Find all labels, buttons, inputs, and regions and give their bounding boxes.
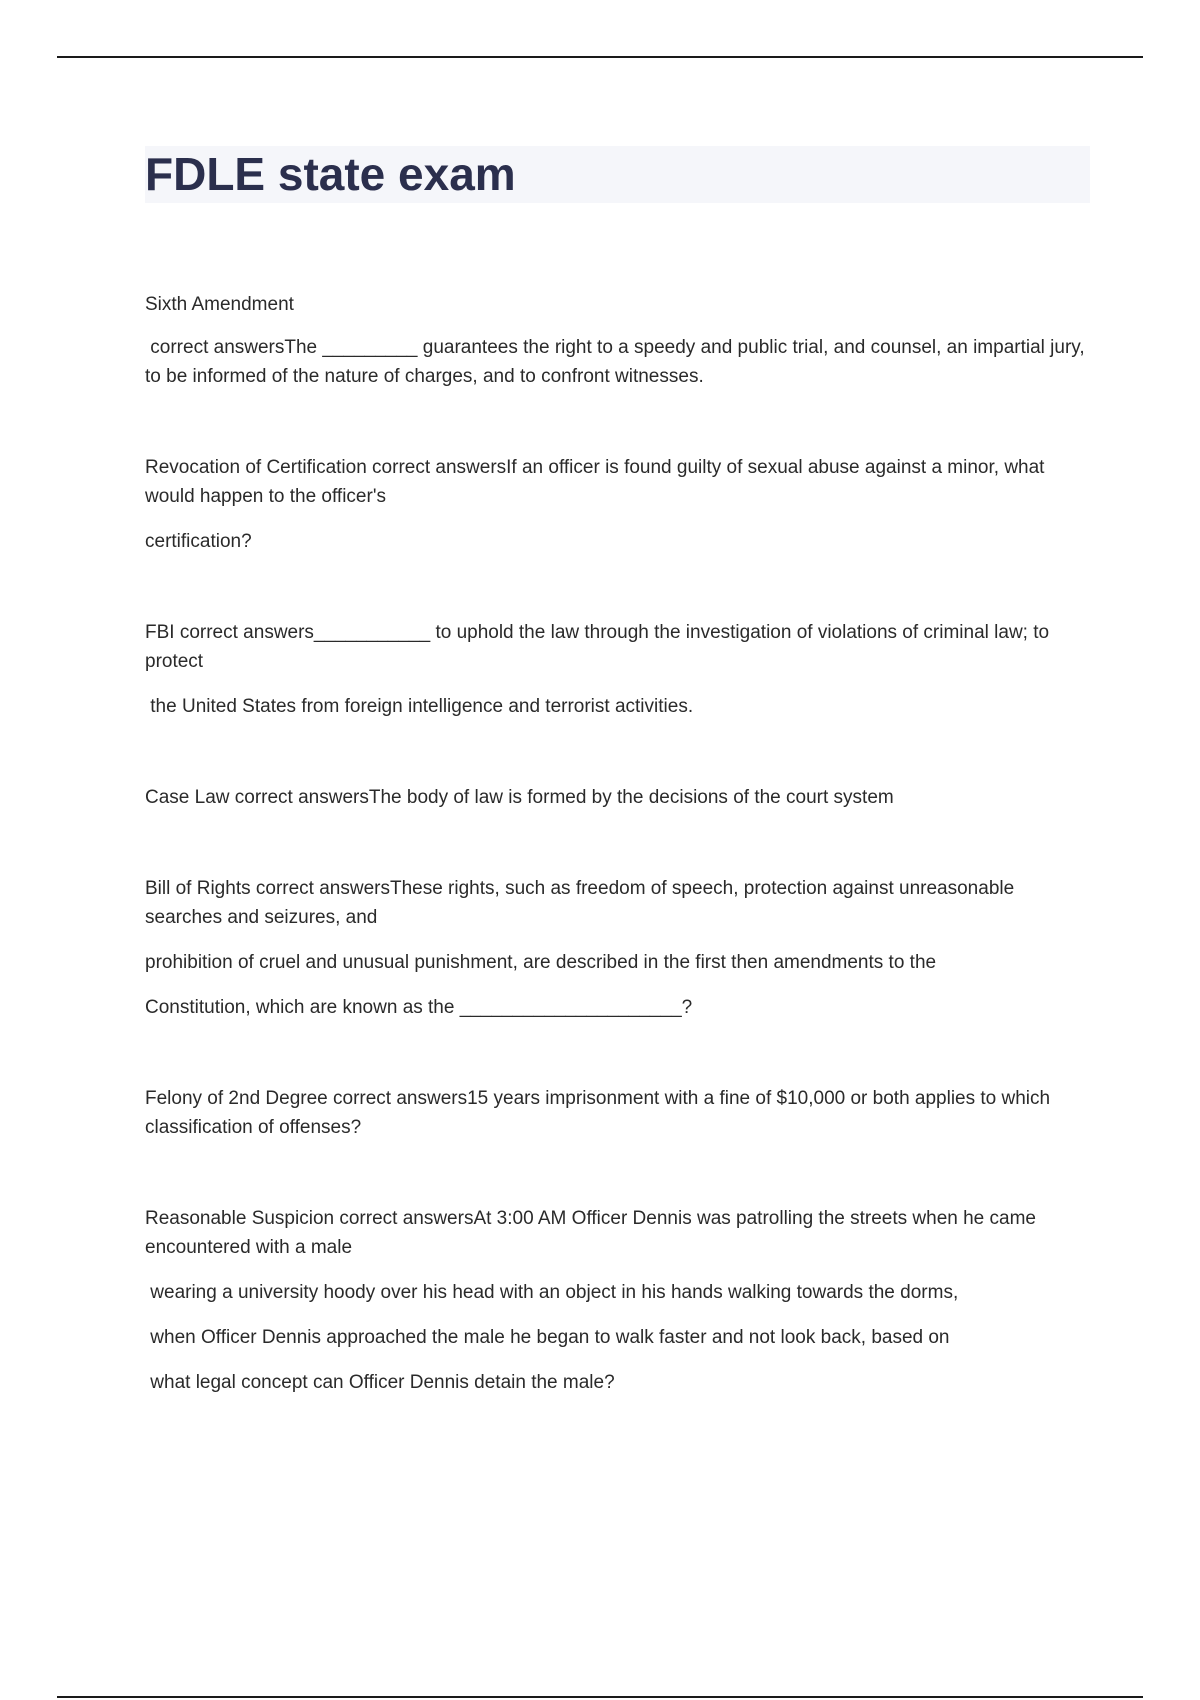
entry-text: correct answersThe _________ guarantees the right to a speedy and public trial, and counsel, an impartial jury, to be informed of the nature of charges, and to confront witnesses. bbox=[145, 337, 1090, 387]
top-rule bbox=[57, 56, 1143, 58]
page-title: FDLE state exam bbox=[145, 148, 516, 200]
entry-term: Sixth Amendment bbox=[145, 294, 294, 315]
entry-text: what legal concept can Officer Dennis detain the male? bbox=[145, 1372, 615, 1393]
entry-text: Bill of Rights correct answersThese rights, such as freedom of speech, protection against unreasonable searches and seizures, and bbox=[145, 878, 1015, 928]
entry-text: Revocation of Certification correct answersIf an officer is found guilty of sexual abuse against a minor, what would happen to the officer's bbox=[145, 457, 1045, 507]
entry-text: when Officer Dennis approached the male he began to walk faster and not look back, based on bbox=[145, 1327, 950, 1348]
entry-text: FBI correct answers___________ to uphold the law through the investigation of violations of criminal law; to protect bbox=[145, 622, 1050, 672]
entry-text: Constitution, which are known as the _____________________? bbox=[145, 997, 693, 1018]
entry-text: Reasonable Suspicion correct answersAt 3:00 AM Officer Dennis was patrolling the streets when he came encountered with a male bbox=[145, 1208, 1036, 1258]
bottom-rule bbox=[57, 1696, 1143, 1698]
document-body bbox=[145, 290, 1090, 1397]
entry-text: wearing a university hoody over his head with an object in his hands walking towards the dorms, bbox=[145, 1282, 959, 1303]
entry-text: the United States from foreign intelligence and terrorist activities. bbox=[145, 696, 694, 717]
entry-text: Case Law correct answersThe body of law is formed by the decisions of the court system bbox=[145, 787, 894, 808]
entry-text: prohibition of cruel and unusual punishment, are described in the first then amendments to the bbox=[145, 952, 937, 973]
entry-text: certification? bbox=[145, 531, 252, 552]
entry-text: Felony of 2nd Degree correct answers15 years imprisonment with a fine of $10,000 or both applies to which classification of offenses? bbox=[145, 1088, 1051, 1138]
